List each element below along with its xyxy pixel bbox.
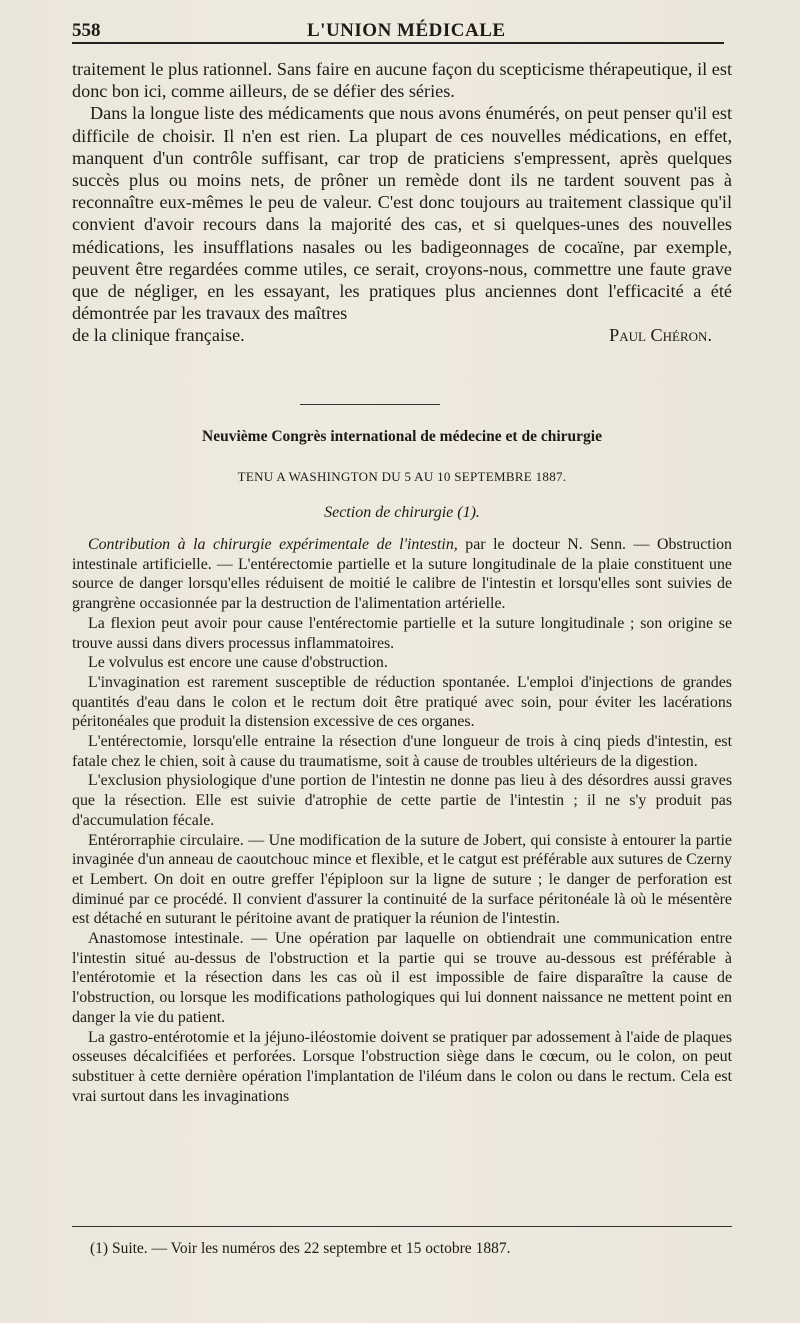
congress-report-text (72, 535, 732, 1106)
contribution-text: par le docteur N. Senn. — Obstruction intestinale artificielle. — L'entérectomie partielle et la suture longitudinale de la plaie constituent une source de danger lorsqu'elles réduisent de moitié le calibre de l'intestin et lorsqu'elles sont suivies de grangrène occasionnée par la destruction de l'alimentation artérielle. (72, 536, 733, 613)
paragraph: traitement le plus rationnel. Sans faire en aucune façon du scepticisme thérapeutique, il est donc bon ici, comme ailleurs, de se défier des séries. (72, 59, 732, 102)
page-header (72, 14, 722, 44)
paragraph (72, 535, 732, 614)
paragraph: Anastomose intestinale. — Une opération par laquelle on obtiendrait une communication entre l'intestin situé au-dessus de l'obstruction et la partie qui se trouve au-dessous est préférable à l'entérotomie et la résection dans les cas où il est impossible de faire disparaître la cause de l'obstruction, ou lorsque les modifications pathologiques qui lui donnent naissance ne mettent point en danger la vie du patient. (72, 930, 732, 1026)
section-divider (300, 404, 440, 405)
closing-line (72, 324, 732, 346)
contribution-title: Contribution à la chirurgie expérimentale de l'intestin, (88, 536, 458, 553)
footnote: (1) Suite. — Voir les numéros des 22 septembre et 15 octobre 1887. (90, 1240, 511, 1257)
congress-heading: Neuvième Congrès international de médecine et de chirurgie (202, 428, 602, 445)
paragraph: La gastro-entérotomie et la jéjuno-iléostomie doivent se pratiquer par adossement à l'aide de plaques osseuses décalcifiées et perforées. Lorsque l'obstruction siège dans le cœcum, ou le colon, on peut substituer à cette dernière opération l'implantation de l'iléum dans le colon ou dans le rectum. Cela est vrai surtout dans les invaginations (72, 1028, 732, 1105)
section-heading: Section de chirurgie (1). (324, 504, 480, 521)
congress-dates: TENU A WASHINGTON DU 5 AU 10 SEPTEMBRE 1887. (237, 469, 567, 484)
paragraph: L'exclusion physiologique d'une portion de l'intestin ne donne pas lieu à des désordres aussi graves que la résection. Elle est suivie d'atrophie de cette partie de l'intestin ; il ne s'y produit pas d'accumulation fécale. (72, 772, 732, 829)
paragraph: L'invagination est rarement susceptible de réduction spontanée. L'emploi d'injections de grandes quantités d'eau dans le colon et le rectum doit être pratiqué avec soin, pour éviter les lacérations péritonéales que produit la distension excessive de ces organes. (72, 673, 732, 731)
paragraph: Le volvulus est encore une cause d'obstruction. (88, 654, 388, 672)
paragraph: Entérorraphie circulaire. — Une modification de la suture de Jobert, qui consiste à entourer la partie invaginée d'un anneau de caoutchouc mince et flexible, et le catgut est préférable aux sutures de Czerny et Lembert. On doit en outre greffer l'épiploon sur la ligne de suture ; le danger de perforation est diminué par ce procédé. Il convient d'assurer la continuité de la surface péritonéale là où le mésentère est détaché en suturant le péritoine avant de pratiquer la réunion de l'intestin. (72, 831, 732, 928)
journal-title: L'UNION MÉDICALE (307, 20, 506, 41)
paragraph-end: de la clinique française. (72, 325, 245, 346)
paragraph: La flexion peut avoir pour cause l'entérectomie partielle et la suture longitudinale ; son origine se trouve aussi dans divers processus inflammatoires. (72, 614, 732, 652)
footnote-rule (72, 1226, 732, 1227)
upper-article-text (72, 58, 732, 347)
author-signature: Paul Chéron. (609, 325, 712, 346)
header-rule (72, 42, 724, 44)
paragraph: Dans la longue liste des médicaments que nous avons énumérés, on peut penser qu'il est difficile de choisir. Il n'en est rien. La plupart de ces nouvelles médications, en effet, manquent d'un contrôle suffisant, car trop de praticiens s'empressent, après quelques succès plus ou moins nets, de prôner un remède dont ils ne tardent souvent pas à reconnaître eux-mêmes le peu de valeur. C'est donc toujours au traitement classique qu'il convient d'avoir recours dans la majorité des cas, et si quelques-unes des nouvelles médications, les insufflations nasales ou les badigeonnages de cocaïne, par exemple, peuvent être regardées comme utiles, ce serait, croyons-nous, commettre une faute grave que de négliger, en les essayant, les pratiques plus anciennes dont l'efficacité a été démontrée par les travaux des maîtres (72, 103, 732, 324)
paragraph: L'entérectomie, lorsqu'elle entraine la résection d'une longueur de trois à cinq pieds d'intestin, est fatale chez le chien, soit à cause du traumatisme, soit à cause de troubles ultérieurs de la digestion. (72, 733, 732, 770)
page-number: 558 (72, 20, 101, 41)
